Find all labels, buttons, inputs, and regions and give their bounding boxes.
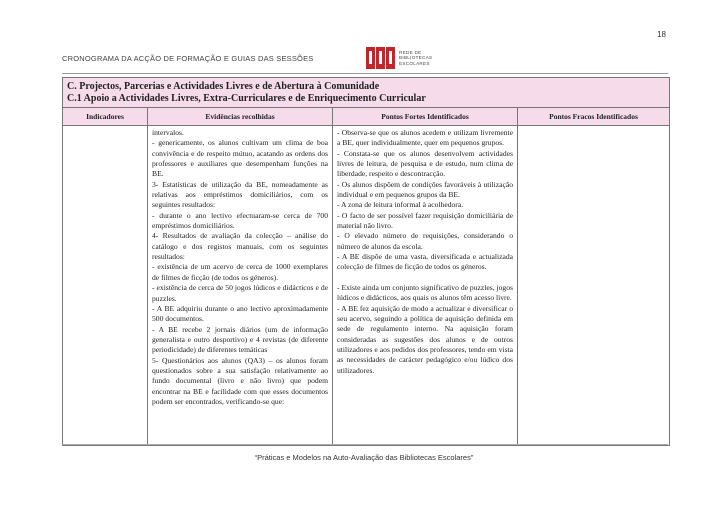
footer-text: “Práticas e Modelos na Auto-Avaliação das Bibliotecas Escolares”: [254, 453, 474, 462]
footer-divider: [62, 444, 668, 445]
paragraph: 3- Estatísticas de utilização da BE, nomeadamente as relativas aos empréstimos domiciliários, com os seguintes resultados:: [152, 179, 328, 210]
paragraph: - existência de um acervo de cerca de 1000 exemplares de filmes de ficção (de todos os géneros).: [152, 262, 328, 282]
column-header-evidencias: Evidências recolhidas: [148, 108, 333, 125]
paragraph: - Existe ainda um conjunto significativo de puzzles, jogos lúdicos e didácticos, aos quais os alunos têm acesso livre.: [337, 282, 513, 303]
indicadores-cell: [63, 126, 148, 445]
paragraph: - A BE dispõe de uma vasta, diversificada e actualizada colecção de filmes de ficção de todos os géneros.: [337, 252, 513, 272]
paragraph: - A zona de leitura informal à acolhedora.: [337, 200, 464, 210]
paragraph: intervalos.: [152, 128, 184, 137]
table-row: [63, 126, 669, 445]
paragraph: - Constata-se que os alunos desenvolvem actividades livres de leitura, de pesquisa e de estudo, num clima de liberdade, respeito e descontracção.: [337, 148, 513, 179]
section-subtitle: C.1 Apoio a Actividades Livres, Extra-Curriculares e de Enriquecimento Curricular: [67, 92, 426, 104]
header-title: CRONOGRAMA DA ACÇÃO DE FORMAÇÃO E GUIAS DAS SESSÕES: [62, 54, 314, 63]
logo-line: REDE DE: [399, 49, 422, 55]
paragraph: - genericamente, os alunos cultivam um clima de boa convivência e de respeito mútuo, acatando as ordens dos professores e auxiliares que desempenham funções na BE.: [152, 138, 328, 179]
logo-line: BIBLIOTECAS: [399, 55, 433, 61]
column-header-pontos-fortes: Pontos Fortes Identificados: [333, 108, 518, 125]
rbe-logo: [366, 47, 432, 69]
column-headers: [63, 108, 669, 126]
logo-line: ESCOLARES: [399, 60, 430, 66]
paragraph: - Os alunos dispõem de condições favoráveis à utilização individual e em pequenos grupos da BE.: [337, 179, 513, 200]
paragraph: - O facto de ser possível fazer requisição domiciliária de material não livro.: [337, 210, 513, 231]
paragraph: [337, 273, 513, 283]
paragraph: - durante o ano lectivo efectuaram-se cerca de 700 empréstimos domiciliários.: [152, 210, 328, 231]
evidencias-cell: [148, 126, 333, 445]
rbe-logo-icon: [366, 47, 395, 69]
column-header-indicadores: Indicadores: [63, 108, 148, 125]
pontos-fracos-cell: [518, 126, 669, 445]
paragraph: - O elevado número de requisições, considerando o número de alunos da escola.: [337, 231, 513, 251]
paragraph: 5- Questionários aos alunos (QA3) – os alunos foram questionados sobre a sua satisfação relativamente ao fundo documental (livro e não livro) que podem encontrar na BE e facilidade com que esses documentos podem ser encontrados, verificando-se que:: [152, 355, 328, 406]
column-header-pontos-fracos: Pontos Fracos Identificados: [549, 112, 638, 121]
section-heading: [63, 78, 669, 108]
paragraph: - A BE adquiriu durante o ano lectivo aproximadamente 500 documentos.: [152, 303, 328, 324]
header-divider: [62, 73, 668, 74]
paragraph: 4- Resultados de avaliação da colecção – análise do catálogo e dos registos manuais, com os seguintes resultados:: [152, 231, 328, 262]
page-number: 18: [657, 30, 666, 39]
pontos-fortes-cell: [333, 126, 518, 445]
paragraph: - A BE fez aquisição de modo a actualizar e diversificar o seu acervo, seguindo a política de aquisição definida em sede de regulamento interno. Na aquisição foram consideradas as sugestões dos alunos e de outros utilizadores e aos pedidos dos professores, tendo em vista as necessidades de carácter pedagógico e/ou lúdico dos utilizadores.: [337, 303, 513, 375]
paragraph: - existência de cerca de 50 jogos lúdicos e didácticos e de puzzles.: [152, 283, 328, 303]
section-title: C. Projectos, Parcerias e Actividades Livres e de Abertura à Comunidade: [67, 81, 380, 92]
logo-text: [399, 50, 432, 66]
evaluation-table: [62, 77, 670, 446]
paragraph: - Observa-se que os alunos acedem e utilizam livremente a BE, quer individualmente, quer em pequenos grupos.: [337, 128, 513, 148]
paragraph: - A BE recebe 2 jornais diários (um de informação generalista e outro desportivo) e 4 revistas (de diferente periodicidade) de diferentes temáticas: [152, 324, 328, 355]
